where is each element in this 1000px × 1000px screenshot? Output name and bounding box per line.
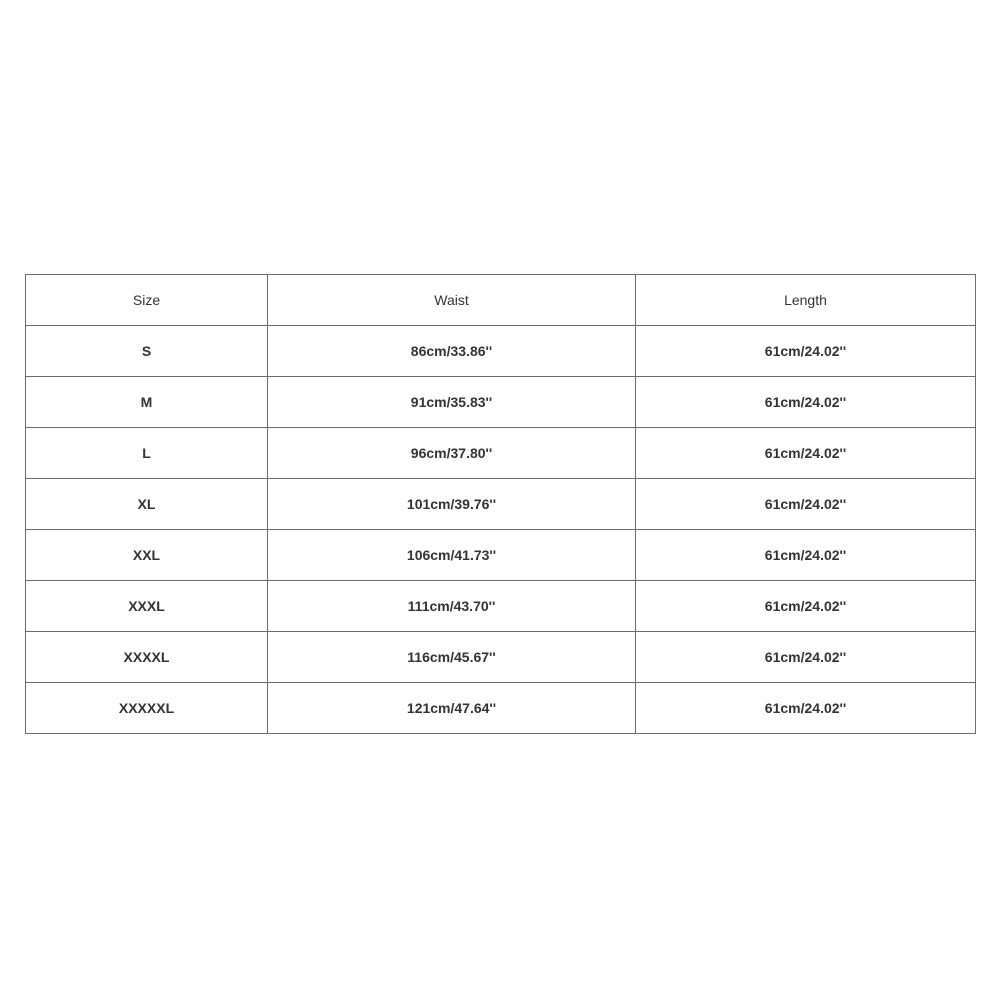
table-row bbox=[26, 428, 976, 479]
length-cell: 61cm/24.02'' bbox=[636, 479, 976, 530]
waist-cell: 111cm/43.70'' bbox=[268, 581, 636, 632]
length-cell: 61cm/24.02'' bbox=[636, 326, 976, 377]
length-cell: 61cm/24.02'' bbox=[636, 428, 976, 479]
size-cell: XXXXXL bbox=[26, 683, 268, 734]
length-cell: 61cm/24.02'' bbox=[636, 632, 976, 683]
header-waist: Waist bbox=[268, 275, 636, 326]
waist-cell: 121cm/47.64'' bbox=[268, 683, 636, 734]
length-cell: 61cm/24.02'' bbox=[636, 530, 976, 581]
table-row bbox=[26, 479, 976, 530]
length-cell: 61cm/24.02'' bbox=[636, 581, 976, 632]
table-row bbox=[26, 632, 976, 683]
size-cell: L bbox=[26, 428, 268, 479]
length-cell: 61cm/24.02'' bbox=[636, 377, 976, 428]
size-cell: XXXXL bbox=[26, 632, 268, 683]
size-cell: S bbox=[26, 326, 268, 377]
waist-cell: 86cm/33.86'' bbox=[268, 326, 636, 377]
waist-cell: 96cm/37.80'' bbox=[268, 428, 636, 479]
header-size: Size bbox=[26, 275, 268, 326]
size-cell: XL bbox=[26, 479, 268, 530]
size-cell: M bbox=[26, 377, 268, 428]
table-header-row bbox=[26, 275, 976, 326]
table-row bbox=[26, 377, 976, 428]
length-cell: 61cm/24.02'' bbox=[636, 683, 976, 734]
waist-cell: 116cm/45.67'' bbox=[268, 632, 636, 683]
size-chart-table bbox=[25, 274, 976, 734]
waist-cell: 91cm/35.83'' bbox=[268, 377, 636, 428]
table-row bbox=[26, 530, 976, 581]
header-length: Length bbox=[636, 275, 976, 326]
table-row bbox=[26, 683, 976, 734]
size-cell: XXL bbox=[26, 530, 268, 581]
table-row bbox=[26, 326, 976, 377]
waist-cell: 101cm/39.76'' bbox=[268, 479, 636, 530]
size-cell: XXXL bbox=[26, 581, 268, 632]
table-row bbox=[26, 581, 976, 632]
waist-cell: 106cm/41.73'' bbox=[268, 530, 636, 581]
